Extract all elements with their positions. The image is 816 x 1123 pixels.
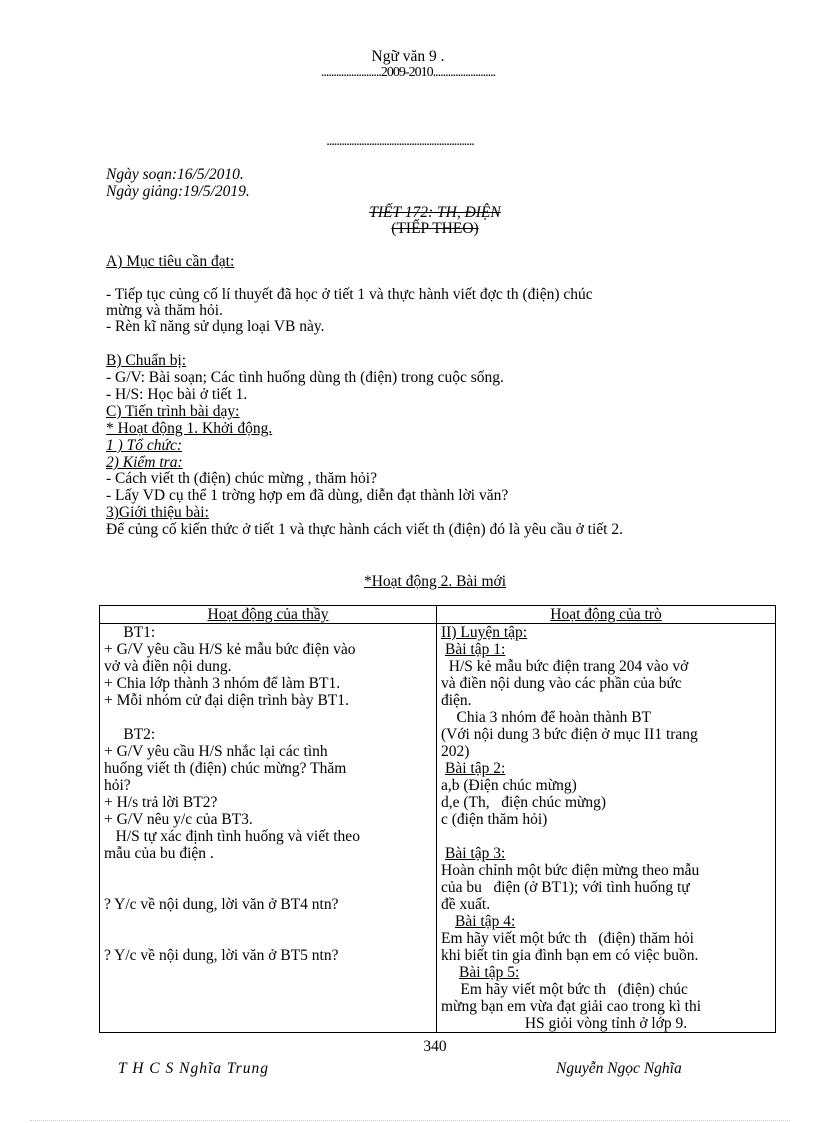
exercise-1-line: H/S kẻ mẫu bức điện trang 204 vào vở — [441, 658, 689, 675]
lesson-title: TIẾT 172: TH, ĐIỆN — [369, 204, 501, 221]
section-a-line: - Rèn kĩ năng sử dụng loại VB này. — [106, 318, 325, 335]
exercise-4-line: khi biết tin gia đình bạn em có việc buồn. — [441, 947, 699, 964]
section-c-heading: C) Tiến trình bài dạy: — [106, 403, 240, 420]
teacher-line: ? Y/c về nội dung, lời văn ở BT5 ntn? — [104, 947, 339, 964]
section-b-line: - H/S: Học bài ở tiết 1. — [106, 386, 248, 403]
teacher-line: mẫu của bu điện . — [104, 845, 214, 862]
exercise-3-line: đề xuất. — [441, 896, 491, 913]
practice-heading: II) Luyện tập: — [441, 624, 528, 641]
step-organize: 1 ) Tổ chức: — [106, 437, 183, 454]
school-name: T H C S Nghĩa Trung — [118, 1060, 269, 1077]
student-column — [437, 624, 776, 1033]
teacher-line: + Chia lớp thành 3 nhóm để làm BT1. — [104, 675, 341, 692]
step-intro: 3)Giới thiệu bài: — [106, 504, 209, 521]
teacher-line: vở và điền nội dung. — [104, 658, 232, 675]
page-bottom-rule — [30, 1120, 790, 1121]
section-b-line: - G/V: Bài soạn; Các tình huống dùng th (điện) trong cuộc sống. — [106, 369, 504, 386]
dotted-separator: ........................................................... — [326, 134, 474, 149]
page-number: 340 — [423, 1038, 447, 1055]
exercise-5-line: HS giỏi vòng tỉnh ở lớp 9. — [524, 1015, 688, 1032]
exercise-1-line: Chia 3 nhóm để hoàn thành BT — [441, 709, 652, 726]
teacher-line: + G/V yêu cầu H/S nhắc lại các tình — [104, 743, 328, 760]
section-a-heading: A) Mục tiêu cần đạt: — [106, 253, 235, 270]
teacher-line: BT2: — [104, 726, 156, 743]
teacher-line: + H/s trả lời BT2? — [104, 794, 218, 811]
section-a-line: - Tiếp tục củng cố lí thuyết đã học ở tiết 1 và thực hành viết đợc th (điện) chúc — [106, 286, 593, 303]
exercise-4-heading: Bài tập 4: — [455, 913, 516, 930]
lesson-subtitle: (TIẾP THEO) — [391, 220, 479, 237]
exercise-5-line: Em hãy viết một bức th (điện) chúc — [441, 981, 688, 998]
teacher-line: + G/V nêu y/c của BT3. — [104, 811, 253, 828]
prep-date: Ngày soạn:16/5/2010. — [106, 166, 244, 183]
exercise-5-heading: Bài tập 5: — [459, 964, 520, 981]
exercise-1-line: (Với nội dung 3 bức điện ở mục II1 trang — [441, 726, 698, 743]
teacher-line: + G/V yêu cầu H/S kẻ mẫu bức điện vào — [104, 641, 356, 658]
subject-title: Ngữ văn 9 . — [371, 48, 445, 65]
exercise-5-line: mừng bạn em vừa đạt giải cao trong kì thi — [441, 998, 702, 1015]
exercise-1-heading: Bài tập 1: — [445, 641, 506, 658]
activity-2-heading: *Hoạt động 2. Bài mới — [363, 573, 507, 590]
exercise-1-line: và điền nội dung vào các phần của bức — [441, 675, 682, 692]
col-header-student: Hoạt động của trò — [437, 606, 776, 624]
activity-1-heading: * Hoạt động 1. Khởi động. — [106, 420, 273, 437]
teacher-line: BT1: — [104, 624, 156, 641]
exercise-1-line: 202) — [441, 743, 470, 760]
teach-date: Ngày giảng:19/5/2019. — [106, 183, 250, 200]
school-year: ........................2009-2010......................... — [320, 65, 496, 80]
exercise-4-line: Em hãy viết một bức th (điện) thăm hỏi — [441, 930, 694, 947]
teacher-column — [100, 624, 437, 1033]
author-name: Nguyễn Ngọc Nghĩa — [556, 1060, 682, 1077]
exercise-3-line: Hoàn chỉnh một bức điện mừng theo mẫu — [441, 862, 700, 879]
teacher-line: + Mỗi nhóm cử đại diện trình bày BT1. — [104, 692, 349, 709]
exercise-1-line: điện. — [441, 692, 472, 709]
page-header — [0, 48, 816, 81]
exercise-2-line: a,b (Điện chúc mừng) — [441, 777, 577, 794]
teacher-line: hỏi? — [104, 777, 131, 794]
check-line: - Lấy VD cụ thể 1 trờng hợp em đã dùng, diễn đạt thành lời văn? — [106, 487, 509, 504]
exercise-2-heading: Bài tập 2: — [445, 760, 506, 777]
exercise-3-heading: Bài tập 3: — [445, 845, 506, 862]
intro-line: Để củng cố kiến thức ở tiết 1 và thực hành cách viết th (điện) đó là yêu cầu ở tiết 2. — [106, 521, 623, 538]
exercise-3-line: của bu điện (ở BT1); với tình huống tự — [441, 879, 690, 896]
exercise-2-line: d,e (Th, điện chúc mừng) — [441, 794, 607, 811]
exercise-2-line: c (điện thăm hỏi) — [441, 811, 548, 828]
step-check: 2) Kiểm tra: — [106, 454, 183, 471]
teacher-line: huống viết th (điện) chúc mừng? Thăm — [104, 760, 347, 777]
section-a-line: mừng và thăm hỏi. — [106, 302, 223, 319]
check-line: - Cách viết th (điện) chúc mừng , thăm hỏi? — [106, 470, 377, 487]
col-header-teacher: Hoạt động của thầy — [100, 606, 437, 624]
teacher-line: ? Y/c về nội dung, lời văn ở BT4 ntn? — [104, 896, 339, 913]
teacher-line: H/S tự xác định tình huống và viết theo — [104, 828, 360, 845]
section-b-heading: B) Chuẩn bị: — [106, 352, 187, 369]
activity-table — [99, 605, 776, 1033]
